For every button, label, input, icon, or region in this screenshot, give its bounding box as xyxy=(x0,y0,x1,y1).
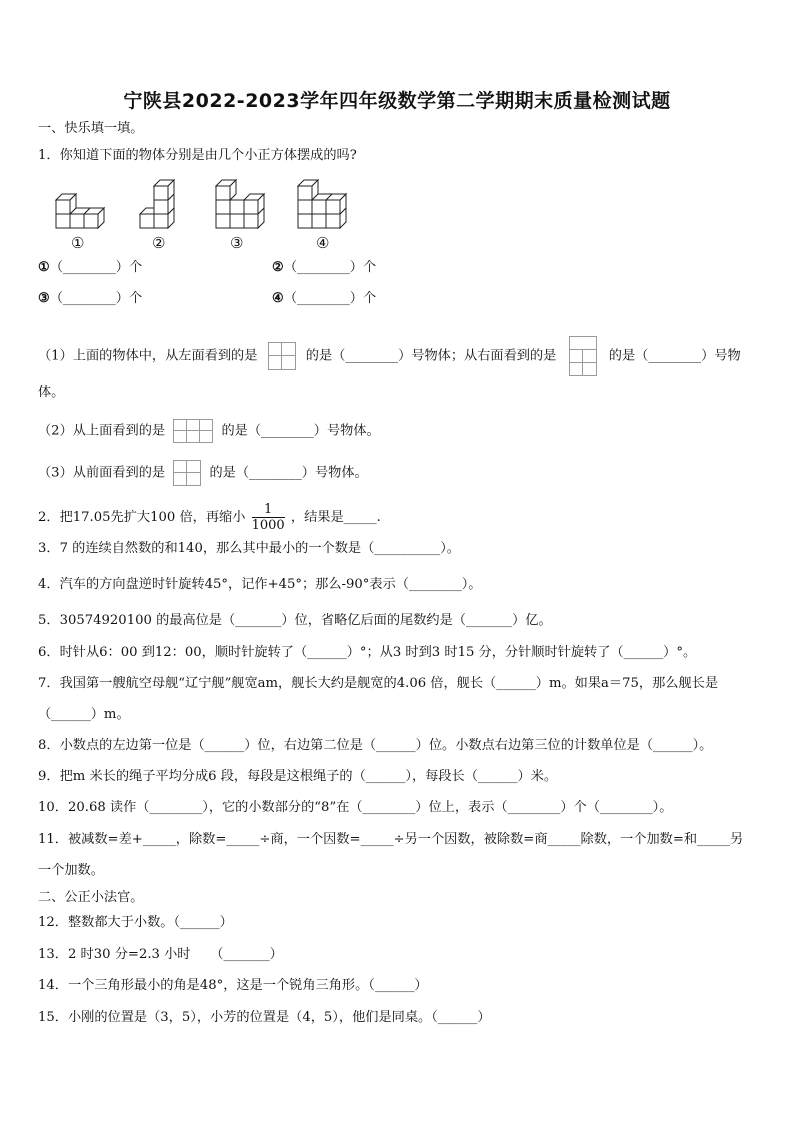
question-4: 4．汽车的方向盘逆时针旋转45°，记作+45°；那么-90°表示（________）。 xyxy=(38,577,482,592)
sub3-text-a: （3）从前面看到的是 xyxy=(38,465,166,481)
view-top-grid-icon xyxy=(173,419,213,443)
q2-text-a: 2．把17.05先扩大100 倍，再缩小 xyxy=(38,510,246,525)
view-right-grid-icon xyxy=(569,336,597,376)
answer-mark-1: ① xyxy=(38,260,50,275)
cube-figure-4 xyxy=(294,178,354,234)
fraction xyxy=(252,502,285,533)
question-3: 3．7 的连续自然数的和140，那么其中最小的一个数是（__________）。 xyxy=(38,541,460,556)
answer-mark-4: ④ xyxy=(272,291,284,306)
figure-label-3: ③ xyxy=(230,234,244,252)
fraction-denominator: 1000 xyxy=(251,518,285,533)
answer-row-3 xyxy=(38,289,142,309)
page-title: 宁陕县2022-2023学年四年级数学第二学期期末质量检测试题 xyxy=(123,90,671,112)
answer-mark-2: ② xyxy=(272,260,284,275)
sub1-continuation: 体。 xyxy=(38,385,65,400)
figure-label-2: ② xyxy=(152,234,166,252)
answer-row-4 xyxy=(272,289,376,309)
question-7-line-1: 7．我国第一艘航空母舰“辽宁舰”舰宽am，舰长大约是舰宽的4.06 倍，舰长（______）m。如果a＝75，那么舰长是 xyxy=(38,676,719,691)
cube-figure-2 xyxy=(136,178,186,234)
question-5: 5．30574920100 的最高位是（_______）位，省略亿后面的尾数约是（_______）亿。 xyxy=(38,613,552,628)
sub-question-3 xyxy=(38,460,368,486)
sub-question-2 xyxy=(38,419,380,443)
answer-row-1 xyxy=(38,258,142,278)
question-14: 14．一个三角形最小的角是48°，这是一个锐角三角形。（______） xyxy=(38,978,428,993)
question-2 xyxy=(38,502,381,533)
question-11-line-2: 一个加数。 xyxy=(38,863,104,878)
sub1-text-c: 的是（________）号物 xyxy=(608,348,741,364)
answer-blank-3[interactable]: （________）个 xyxy=(49,291,143,306)
q2-text-b: ，结果是_____. xyxy=(290,510,381,525)
answer-mark-3: ③ xyxy=(38,291,50,306)
answer-blank-1[interactable]: （________）个 xyxy=(49,260,143,275)
question-7-line-2: （______）m。 xyxy=(38,707,130,722)
question-10: 10．20.68 读作（________），它的小数部分的“8”在（________）位上，表示（________）个（________）。 xyxy=(38,800,673,815)
question-9: 9．把m 米长的绳子平均分成6 段，每段是这根绳子的（______），每段长（______）米。 xyxy=(38,769,558,784)
question-13: 13．2 时30 分=2.3 小时 （_______） xyxy=(38,947,283,962)
question-15: 15．小刚的位置是（3，5），小芳的位置是（4，5），他们是同桌。（______） xyxy=(38,1010,491,1025)
view-front-grid-icon xyxy=(173,460,201,486)
answer-blank-4[interactable]: （________）个 xyxy=(283,291,377,306)
question-11-line-1: 11．被减数=差+_____，除数=_____÷商，一个因数=_____÷另一个因数，被除数=商_____除数，一个加数=和_____另 xyxy=(38,832,744,847)
figure-label-1: ① xyxy=(71,234,85,252)
sub-question-1 xyxy=(38,336,741,376)
figure-label-4: ④ xyxy=(316,234,330,252)
question-6: 6．时针从6：00 到12：00，顺时针旋转了（______）°；从3 时到3 时15 分，分针顺时针旋转了（______）°。 xyxy=(38,645,697,660)
answer-row-2 xyxy=(272,258,376,278)
section-2-heading: 二、公正小法官。 xyxy=(38,890,144,905)
sub1-text-b: 的是（________）号物体；从右面看到的是 xyxy=(305,348,557,364)
sub3-text-b: 的是（________）号物体。 xyxy=(209,465,368,481)
fraction-numerator: 1 xyxy=(264,502,273,517)
section-1-heading: 一、快乐填一填。 xyxy=(38,121,144,136)
question-8: 8．小数点的左边第一位是（______）位，右边第二位是（______）位。小数点右边第三位的计数单位是（______）。 xyxy=(38,738,713,753)
sub2-text-a: （2）从上面看到的是 xyxy=(38,423,166,439)
answer-blank-2[interactable]: （________）个 xyxy=(283,260,377,275)
question-1: 1．你知道下面的物体分别是由几个小正方体摆成的吗? xyxy=(38,148,357,163)
cube-figure-1 xyxy=(52,186,110,234)
view-2x2-grid-icon xyxy=(268,342,296,370)
question-12: 12．整数都大于小数。（______） xyxy=(38,915,233,930)
cube-figure-3 xyxy=(212,178,268,234)
sub1-text-a: （1）上面的物体中，从左面看到的是 xyxy=(38,348,258,364)
sub2-text-b: 的是（________）号物体。 xyxy=(221,423,380,439)
